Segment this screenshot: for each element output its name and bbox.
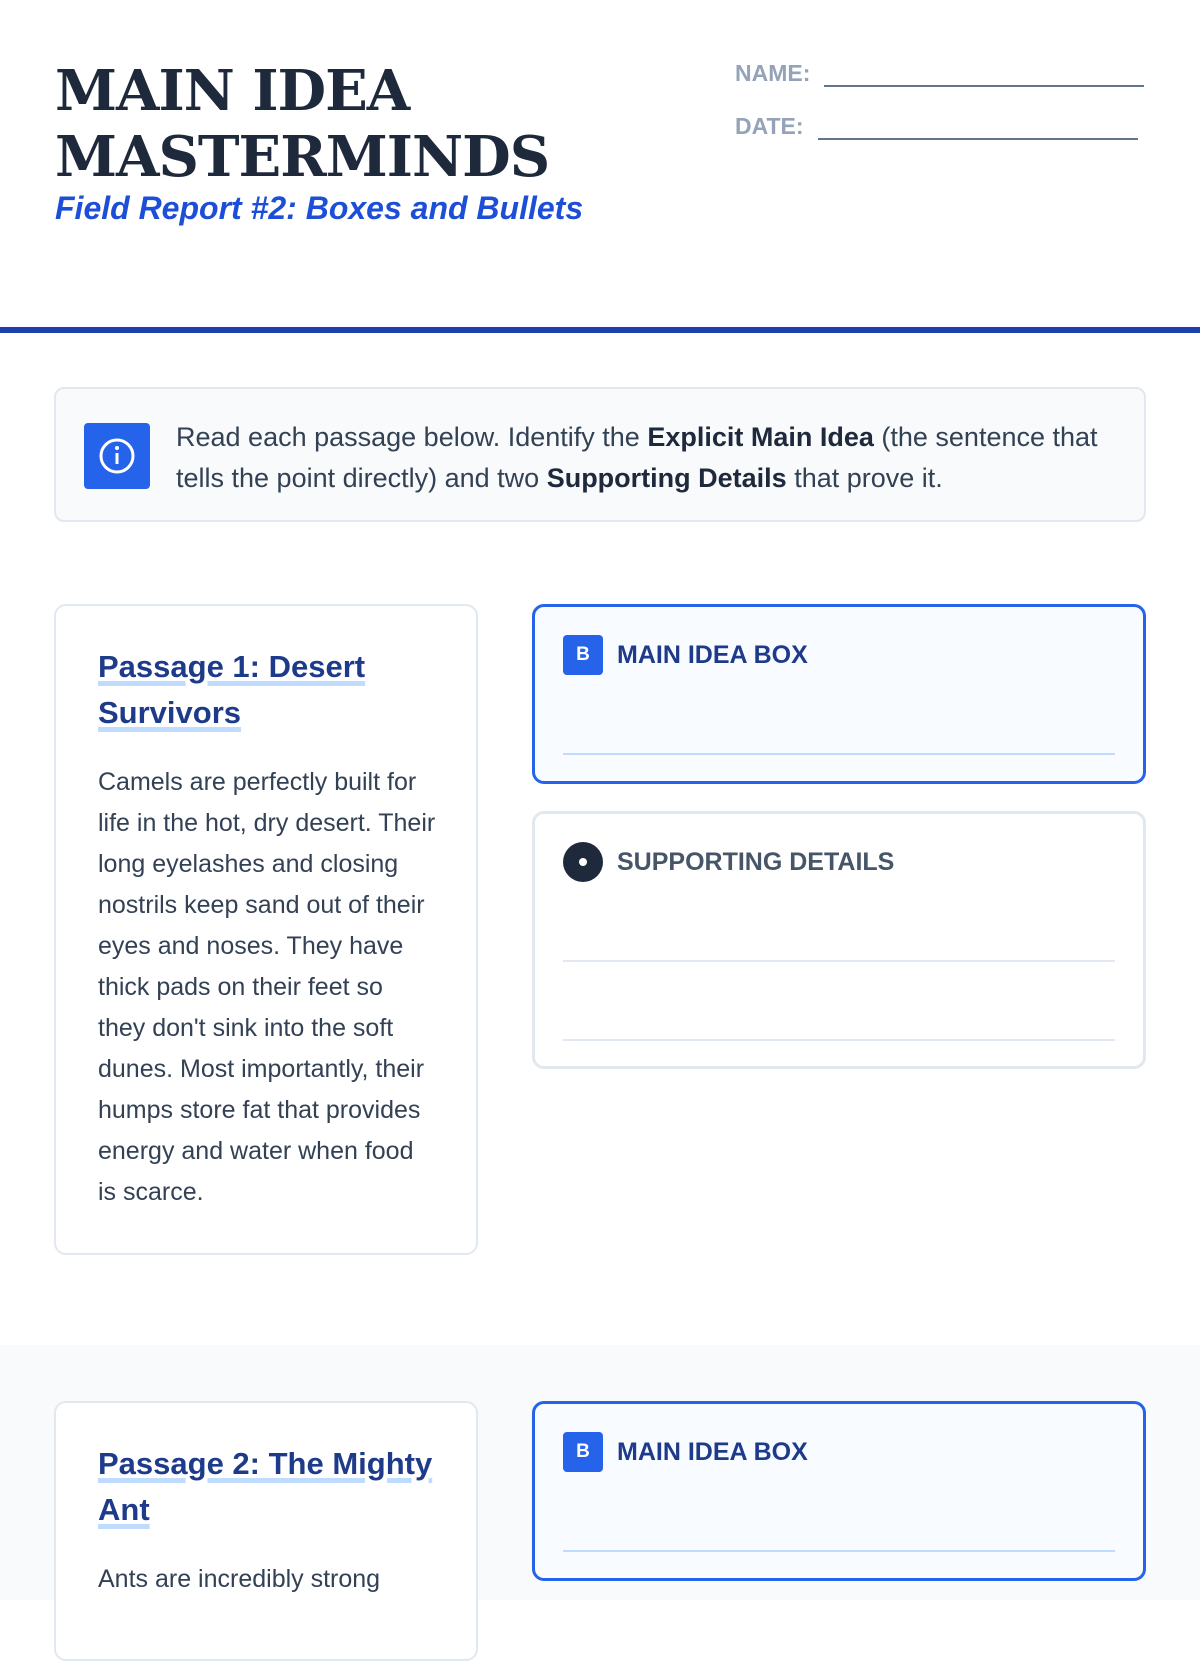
worksheet-header [0,0,1200,327]
main-idea-box-2 [532,1401,1146,1581]
date-line[interactable] [818,114,1138,140]
date-label: DATE: [735,113,804,139]
name-label: NAME: [735,60,811,86]
instructions-text: Read each passage below. Identify the Explicit Main Idea (the sentence that tells the point directly) and two Supporting Details that prove it. [176,422,1098,493]
title-line-1: MAIN IDEA [55,58,410,124]
page-title [55,58,675,190]
detail-write-line-1[interactable] [563,960,1115,962]
passage-card-1 [54,604,478,1255]
passage-title: Passage 1: Desert Survivors [98,649,366,730]
bullet-icon [563,842,603,882]
name-row [735,60,1144,87]
supporting-details-box-1 [532,811,1146,1069]
supporting-details-header [563,842,894,882]
name-line[interactable] [824,61,1144,87]
detail-write-line-2[interactable] [563,1039,1115,1041]
passage-text: Ants are incredibly strong [98,1565,381,1593]
main-idea-write-line[interactable] [563,753,1115,755]
passage-card-2 [54,1401,478,1661]
main-idea-header [563,1432,808,1472]
box-badge-icon: B [563,1432,603,1472]
main-idea-box-1 [532,604,1146,784]
page-subtitle: Field Report #2: Boxes and Bullets [55,190,584,226]
explicit-main-idea-term: Explicit Main Idea [647,422,874,452]
main-idea-write-line[interactable] [563,1550,1115,1552]
header-rule [0,327,1200,333]
main-idea-header [563,635,808,675]
info-icon [84,423,150,489]
box-badge-icon: B [563,635,603,675]
supporting-details-term: Supporting Details [546,463,787,493]
date-row [735,113,1138,140]
instructions-panel [54,387,1146,522]
main-idea-label: MAIN IDEA BOX [617,1437,808,1466]
main-idea-label: MAIN IDEA BOX [617,640,808,669]
passage-text: Camels are perfectly built for life in the hot, dry desert. Their long eyelashes and closing nostrils keep sand out of their eyes and noses. They have thick pads on their feet so they don't sink into the soft dunes. Most importantly, their humps store fat that provides energy and water when food is scarce. [98,768,436,1206]
supporting-details-label: SUPPORTING DETAILS [617,847,895,876]
title-line-2: MASTERMINDS [55,124,550,190]
passage-title: Passage 2: The Mighty Ant [98,1446,433,1527]
